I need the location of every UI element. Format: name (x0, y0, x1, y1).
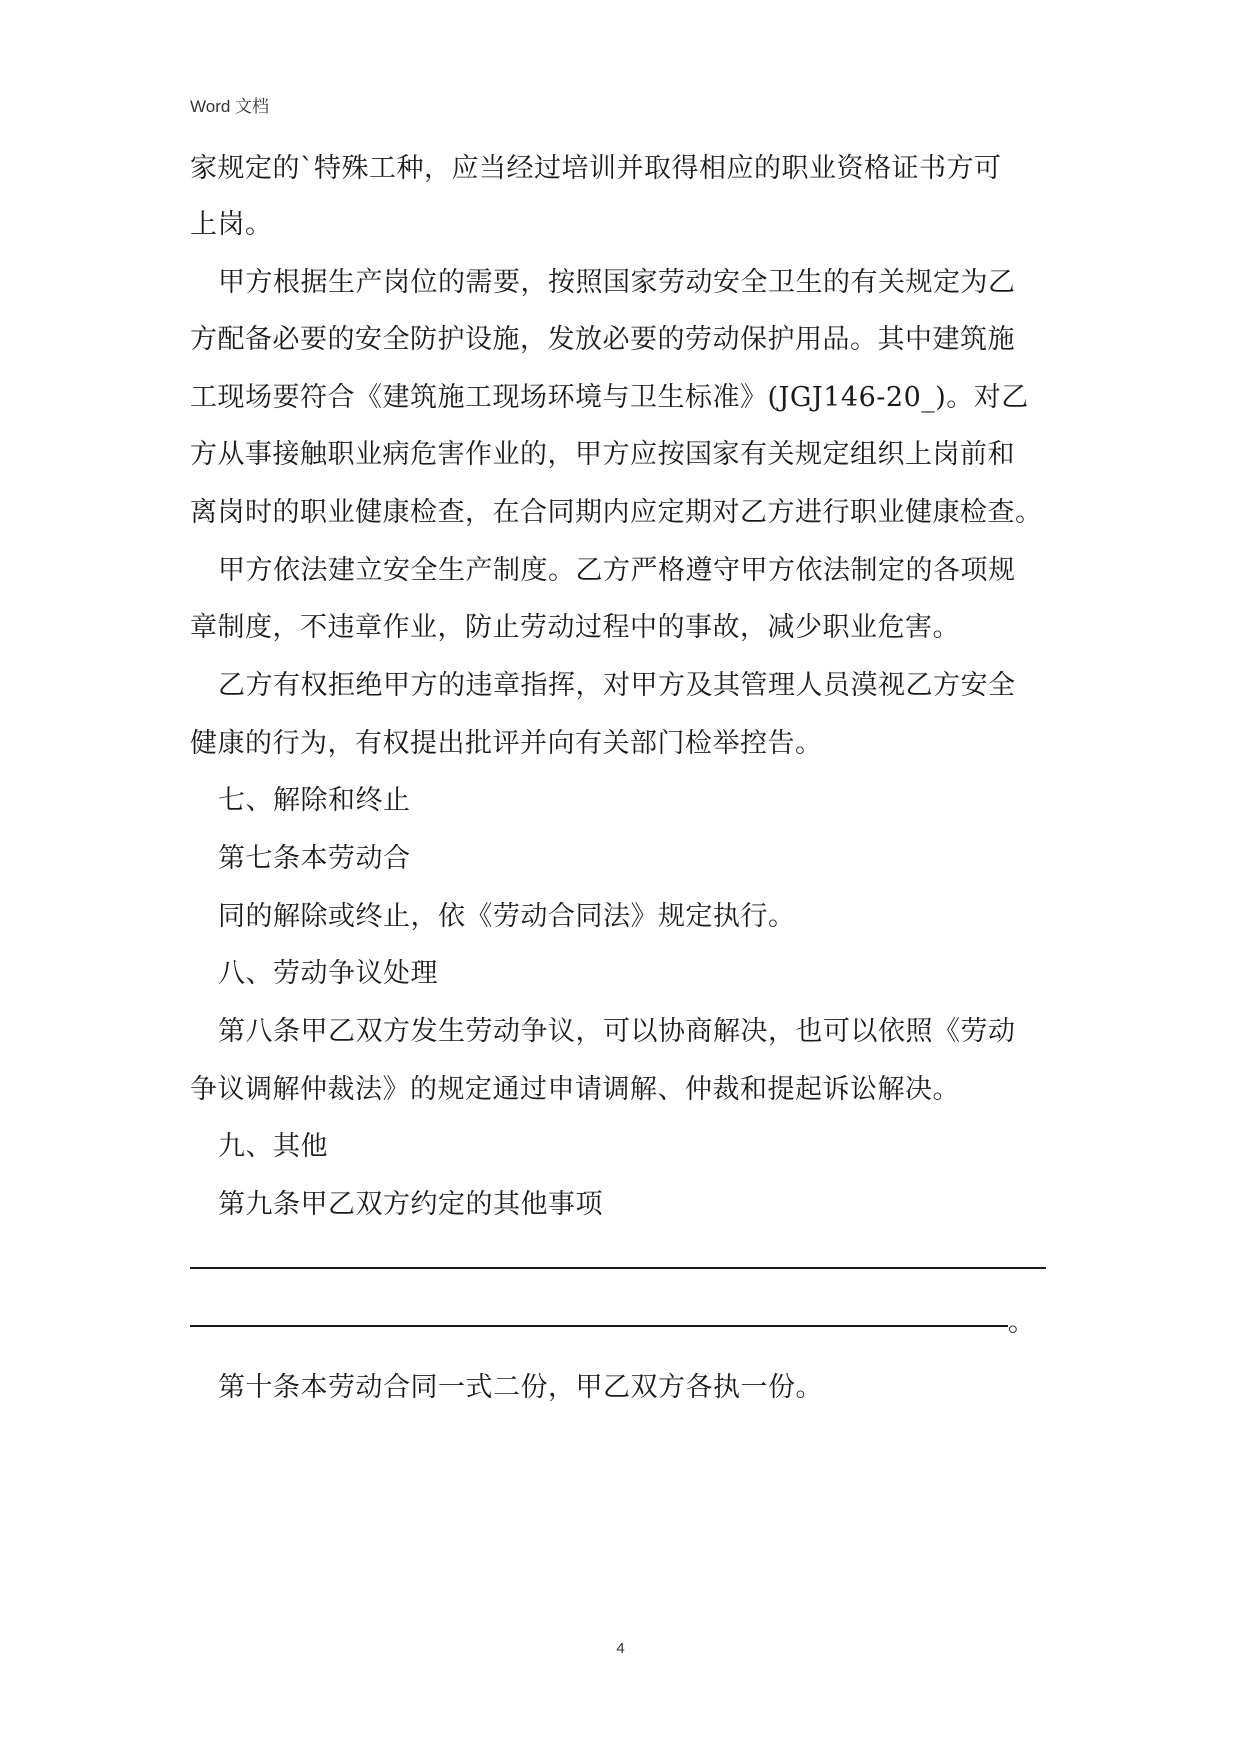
text-line: 健康的行为，有权提出批评并向有关部门检举控告。 (190, 728, 823, 759)
text-line: 家规定的`特殊工种，应当经过培训并取得相应的职业资格证书方可 (190, 153, 1002, 184)
text-line: 工现场要符合《建筑施工现场环境与卫生标准》(JGJ146-20_)。对乙 (190, 382, 1029, 413)
blank-end-punctuation: 。 (1008, 1307, 1035, 1338)
blank-fill-line (190, 1325, 1008, 1327)
text-line: 章制度，不违章作业，防止劳动过程中的事故，减少职业危害。 (190, 612, 960, 643)
text-line: 上岗。 (190, 209, 273, 240)
text-line: 第八条甲乙双方发生劳动争议，可以协商解决，也可以依照《劳动 (218, 1016, 1016, 1047)
text-line: 乙方有权拒绝甲方的违章指挥，对甲方及其管理人员漠视乙方安全 (218, 670, 1016, 701)
section-heading: 九、其他 (218, 1131, 328, 1162)
text-line: 同的解除或终止，依《劳动合同法》规定执行。 (218, 901, 796, 932)
blank-fill-line (190, 1267, 1046, 1269)
text-line: 离岗时的职业健康检查，在合同期内应定期对乙方进行职业健康检查。 (190, 497, 1043, 528)
text-line: 争议调解仲裁法》的规定通过申请调解、仲裁和提起诉讼解决。 (190, 1074, 960, 1105)
page-number: 4 (616, 1640, 625, 1657)
text-line: 第十条本劳动合同一式二份，甲乙双方各执一份。 (218, 1372, 823, 1403)
text-line: 方从事接触职业病危害作业的，甲方应按国家有关规定组织上岗前和 (190, 439, 1015, 470)
text-line: 甲方根据生产岗位的需要，按照国家劳动安全卫生的有关规定为乙 (218, 267, 1016, 298)
text-line: 方配备必要的安全防护设施，发放必要的劳动保护用品。其中建筑施 (190, 324, 1015, 355)
text-line: 第七条本劳动合 (218, 843, 411, 874)
section-heading: 七、解除和终止 (218, 785, 411, 816)
section-heading: 八、劳动争议处理 (218, 958, 438, 989)
document-header: Word 文档 (190, 97, 270, 116)
text-line: 第九条甲乙双方约定的其他事项 (218, 1189, 603, 1220)
text-line: 甲方依法建立安全生产制度。乙方严格遵守甲方依法制定的各项规 (218, 555, 1016, 586)
